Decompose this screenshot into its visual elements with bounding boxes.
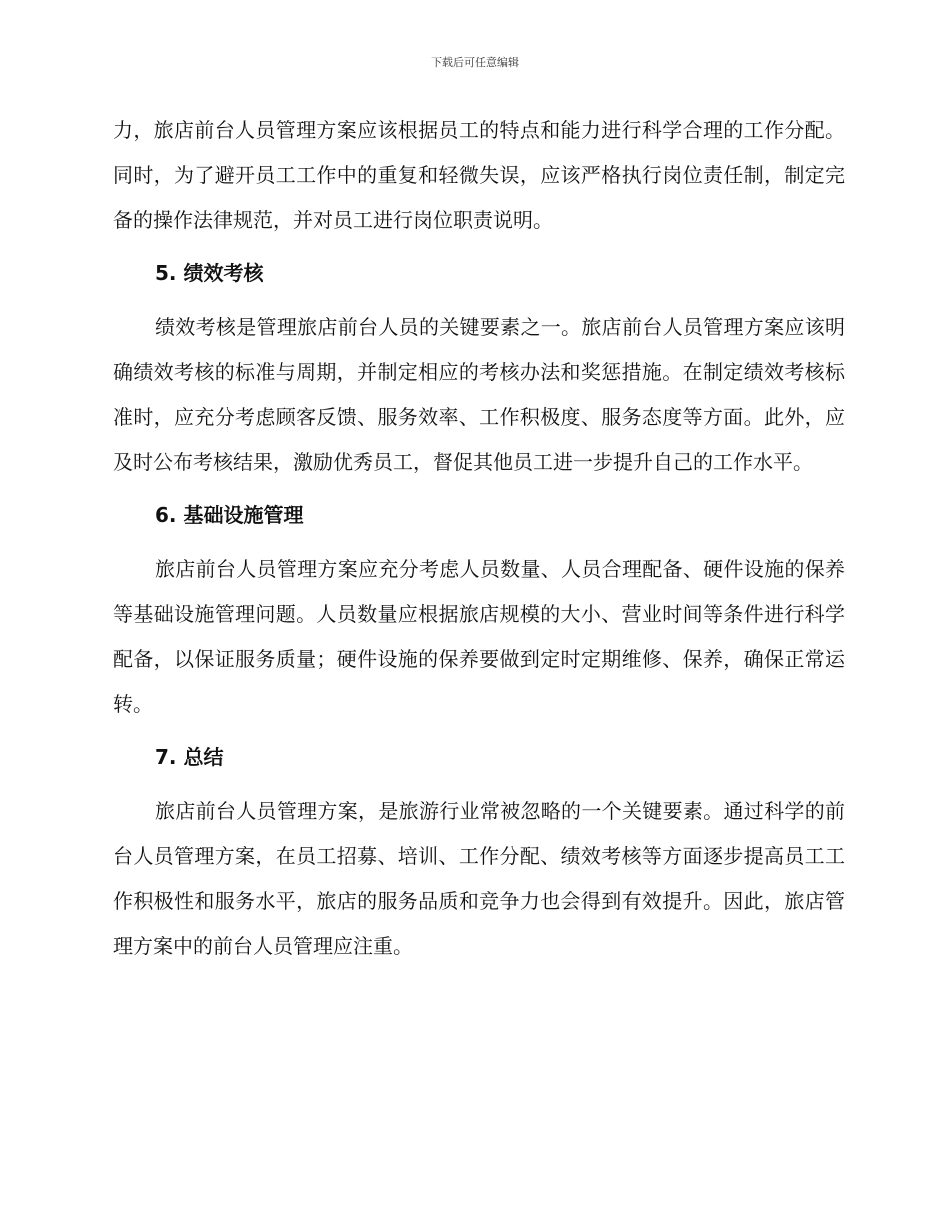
paragraph-infrastructure: 旅店前台人员管理方案应充分考虑人员数量、人员合理配备、硬件设施的保养等基础设施管理问题。人员数量应根据旅店规模的大小、营业时间等条件进行科学配备，以保证服务质量；硬件设施的保养要做到定时定期维修、保养，确保正常运转。 (113, 557, 845, 716)
document-body (113, 108, 845, 969)
page-header-note: 下载后可任意编辑 (431, 56, 519, 69)
paragraph-performance: 绩效考核是管理旅店前台人员的关键要素之一。旅店前台人员管理方案应该明确绩效考核的标准与周期，并制定相应的考核办法和奖惩措施。在制定绩效考核标准时，应充分考虑顾客反馈、服务效率、工作积极度、服务态度等方面。此外，应及时公布考核结果，激励优秀员工，督促其他员工进一步提升自己的工作水平。 (113, 315, 845, 474)
paragraph-summary: 旅店前台人员管理方案，是旅游行业常被忽略的一个关键要素。通过科学的前台人员管理方案，在员工招募、培训、工作分配、绩效考核等方面逐步提高员工工作积极性和服务水平，旅店的服务品质和竞争力也会得到有效提升。因此，旅店管理方案中的前台人员管理应注重。 (113, 799, 845, 958)
section-heading-infrastructure: 6. 基础设施管理 (155, 503, 304, 527)
continued-paragraph: 力，旅店前台人员管理方案应该根据员工的特点和能力进行科学合理的工作分配。同时，为了避开员工工作中的重复和轻微失误，应该严格执行岗位责任制，制定完备的操作法律规范，并对员工进行岗位职责说明。 (113, 118, 845, 232)
section-heading-performance: 5. 绩效考核 (155, 261, 264, 285)
section-heading-summary: 7. 总结 (155, 745, 224, 769)
